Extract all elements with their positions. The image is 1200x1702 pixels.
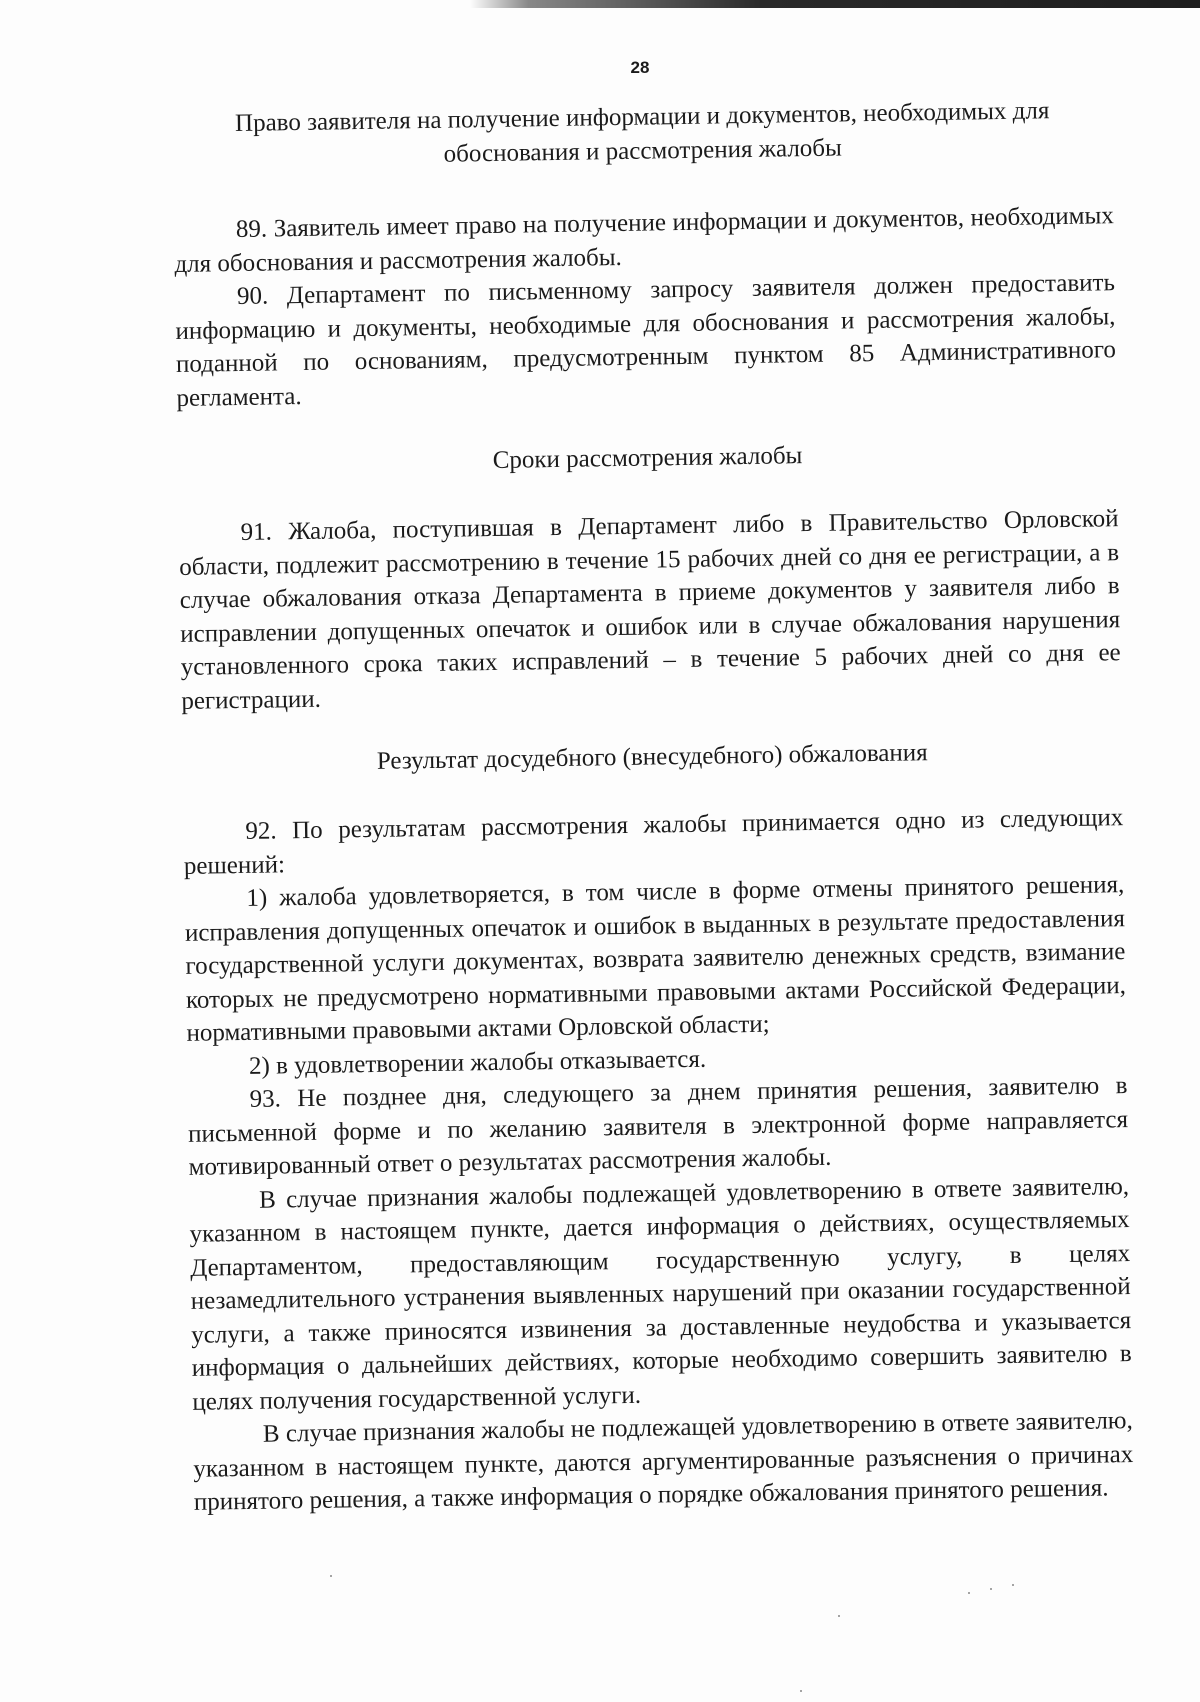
scan-speck <box>968 1592 970 1594</box>
section-heading-terms: Сроки рассмотрения жалобы <box>492 442 803 475</box>
page-number: 28 <box>630 58 650 77</box>
paragraph-93-rejected: В случае признания жалобы не подлежащей удовлетворению в ответе заявителю, указанном в настоящем пункте, даются аргументированные разъяснения о причинах принятого решения, а также информация о порядке обжалования принятого решения. <box>193 1407 1134 1516</box>
scan-speck <box>1012 1584 1014 1586</box>
document-body <box>172 93 1134 1519</box>
scan-speck <box>330 1575 332 1577</box>
paragraph-93: 93. Не позднее дня, следующего за днем принятия решения, заявителю в письменной форме и по желанию заявителя в электронной форме направляется мотивированный ответ о результатах рассмотрения жалобы. <box>187 1072 1129 1181</box>
section-heading-info-right: Право заявителя на получение информации и документов, необходимых для обоснования и рассмотрения жалобы <box>234 97 1050 168</box>
paragraph-89: 89. Заявитель имеет право на получение информации и документов, необходимых для обоснования и рассмотрения жалобы. <box>174 202 1115 278</box>
paragraph-92: 92. По результатам рассмотрения жалобы принимается одно из следующих решений: <box>183 804 1124 880</box>
scan-speck <box>800 1690 802 1692</box>
paragraph-92-item-2: 2) в удовлетворении жалобы отказывается. <box>248 1045 707 1080</box>
paragraph-93-satisfied: В случае признания жалобы подлежащей удовлетворению в ответе заявителю, указанном в настоящем пункте, дается информация о действиях, осуществляемых Департаментом, предоставляющим государственную услугу, в целях незамедлительного устранения выявленных нарушений при оказании государственной услуги, а также приносятся извинения за доставленные неудобства и указывается информация о дальнейших действиях, которые необходимо совершить заявителю в целях получения государственной услуги. <box>189 1172 1132 1416</box>
paragraph-92-item-1: 1) жалоба удовлетворяется, в том числе в форме отмены принятого решения, исправления допущенных опечаток и ошибок в выданных в результате предоставления государственной услуги документах, возврата заявителю денежных средств, взимание которых не предусмотрено нормативными правовыми актами Российской Федерации, нормативными правовыми актами Орловской области; <box>184 871 1127 1047</box>
scan-edge-artifact <box>470 0 1200 8</box>
section-heading-result: Результат досудебного (внесудебного) обжалования <box>376 739 928 775</box>
paragraph-90: 90. Департамент по письменному запросу заявителя должен предоставить информацию и документы, необходимые для обоснования и рассмотрения жалобы, поданной по основаниям, предусмотренным пунктом 85 Административного регламента. <box>175 269 1117 412</box>
scan-speck <box>990 1588 992 1590</box>
scan-speck <box>838 1615 840 1617</box>
paragraph-91: 91. Жалоба, поступившая в Департамент либо в Правительство Орловской области, подлежит рассмотрению в течение 15 рабочих дней со дня ее регистрации, а в случае обжалования отказа Департамента в приеме документов у заявителя либо в исправлении допущенных опечаток и ошибок или в случае обжалования нарушения установленного срока таких исправлений – в течение 5 рабочих дней со дня ее регистрации. <box>178 505 1121 715</box>
